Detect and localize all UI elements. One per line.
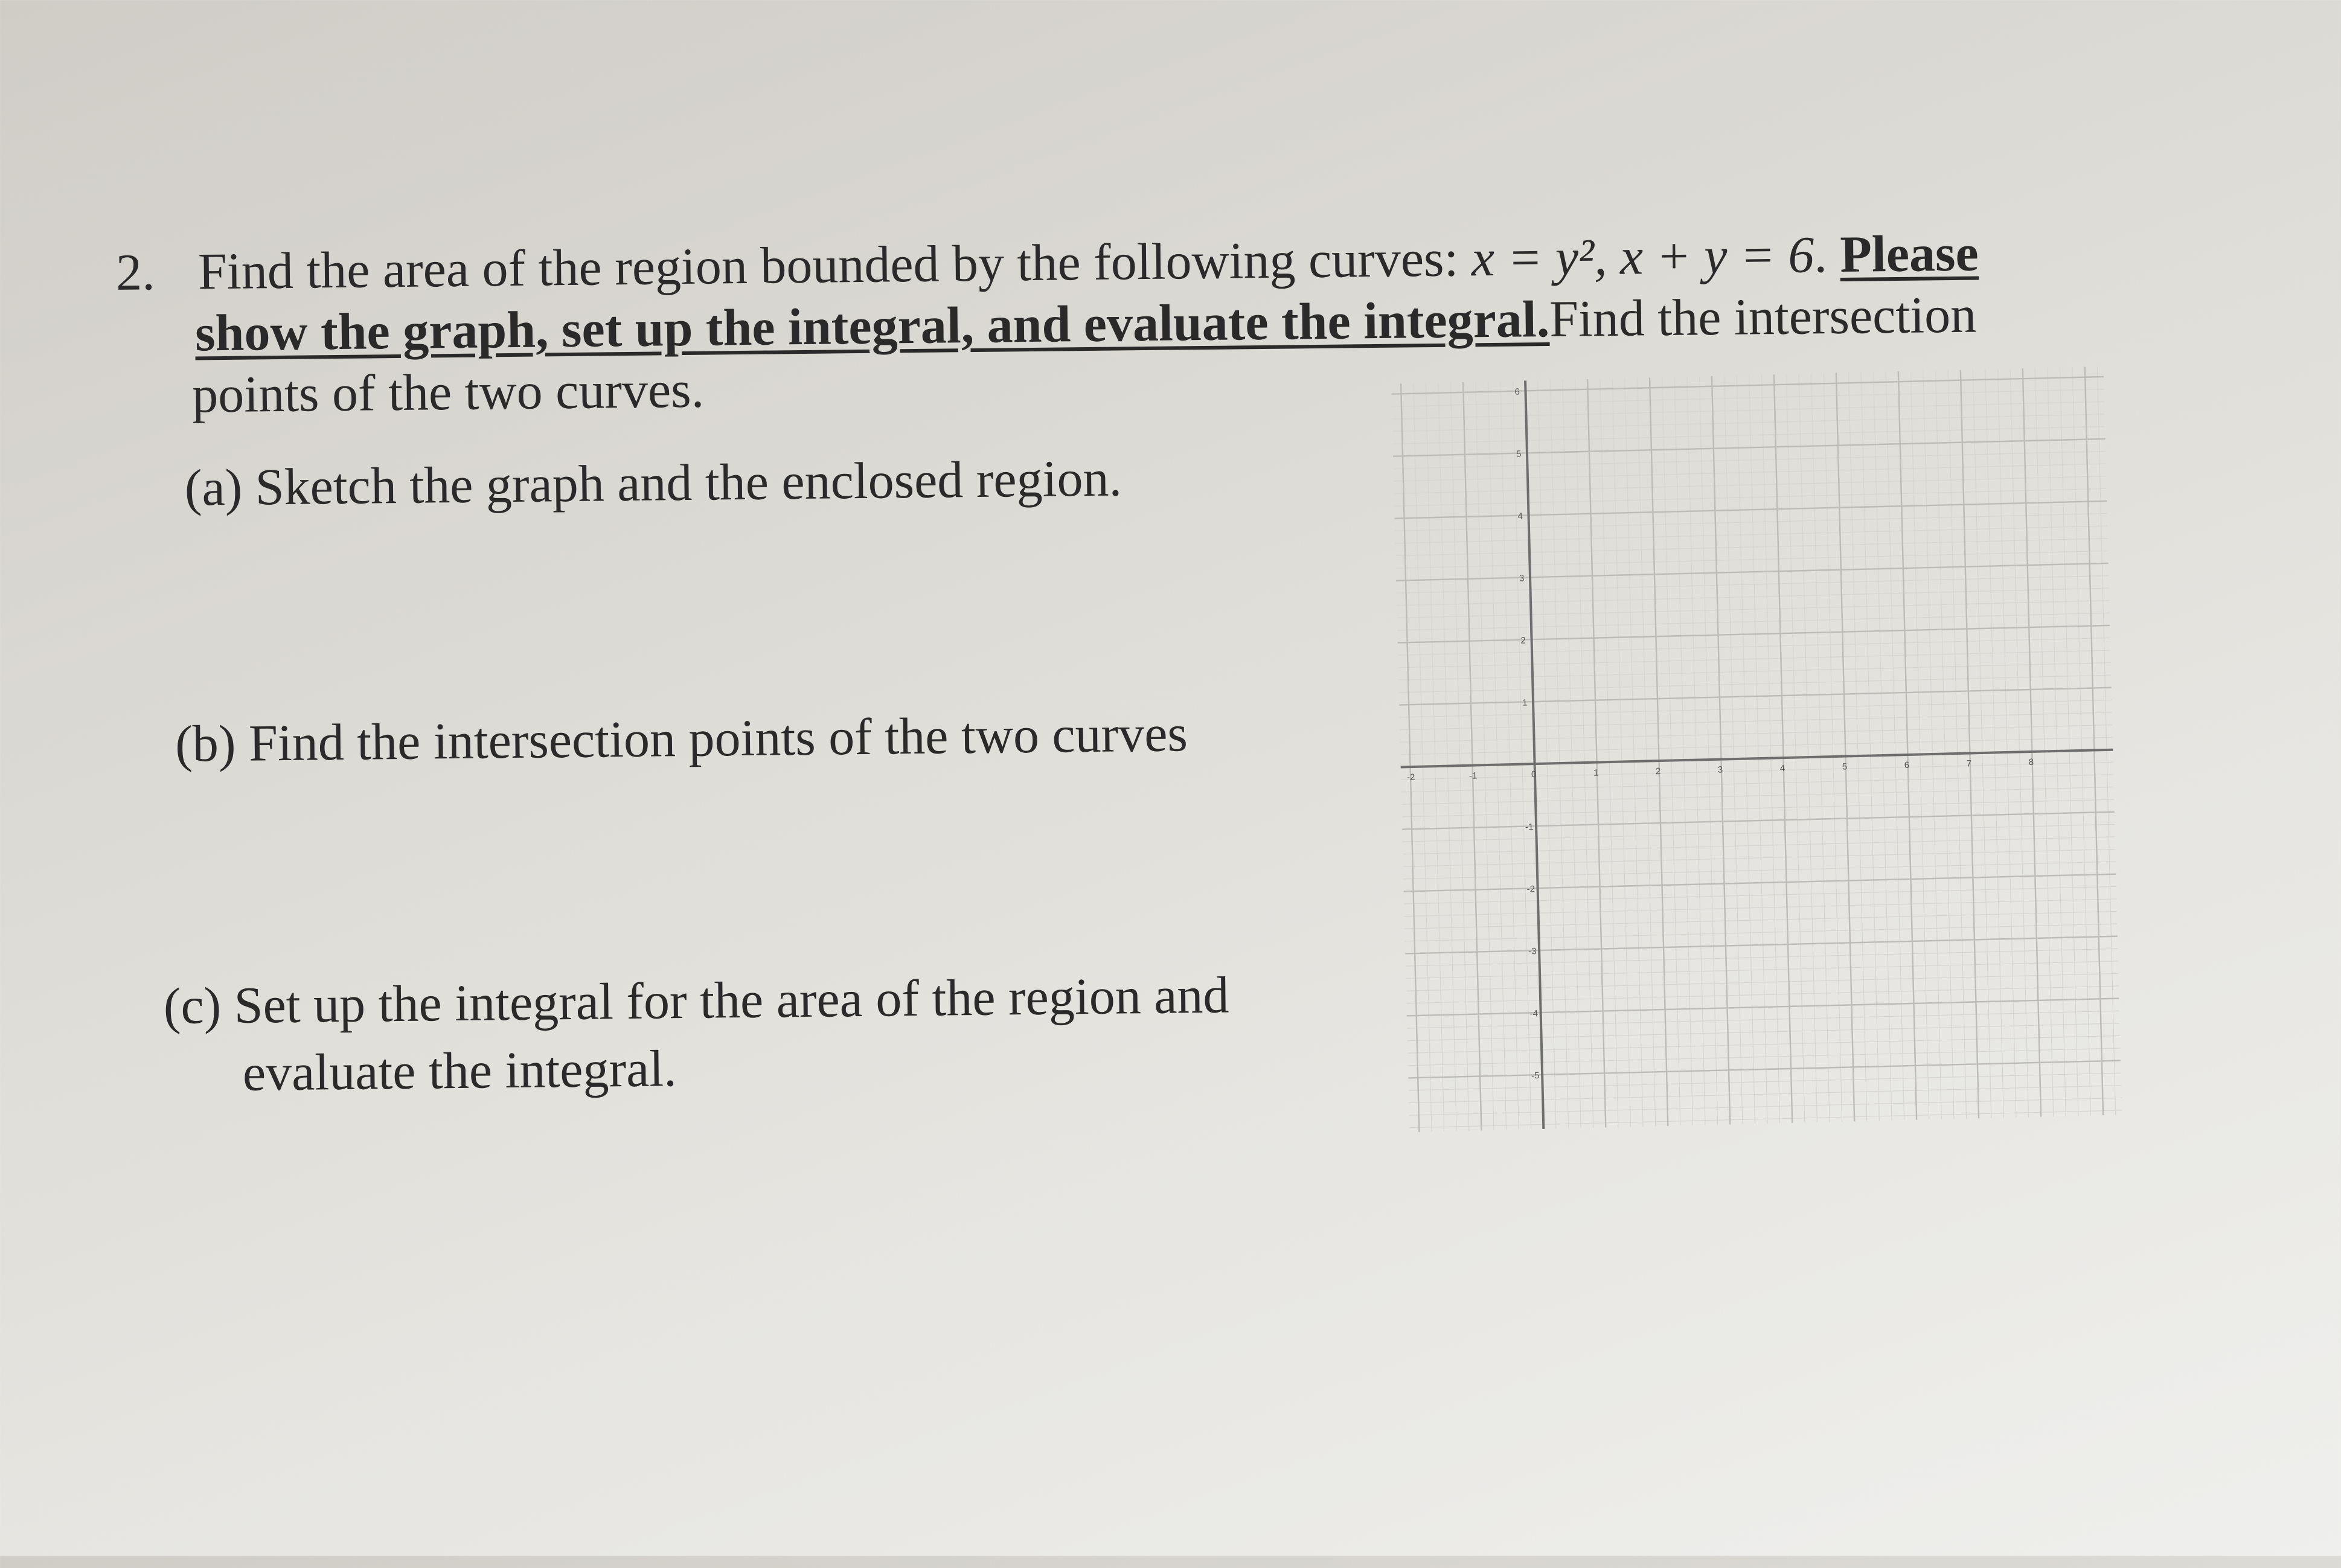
x-tick-label: 2 <box>1655 766 1661 777</box>
x-tick-label: 4 <box>1779 763 1785 774</box>
y-tick-label: -3 <box>1528 946 1537 957</box>
x-tick-label: 5 <box>1842 761 1848 772</box>
y-tick-label: 5 <box>1516 449 1522 459</box>
x-tick-label: 3 <box>1717 764 1723 775</box>
y-tick-label: -5 <box>1531 1070 1540 1081</box>
problem-intro: Find the area of the region bounded by the following curves: <box>197 229 1472 301</box>
y-tick-label: 6 <box>1514 386 1520 397</box>
y-tick-label: 2 <box>1520 635 1526 646</box>
y-tick-label: -2 <box>1526 884 1536 895</box>
y-tick-label: -1 <box>1525 822 1534 833</box>
axes <box>1391 366 2122 1132</box>
instruction-bold-2: show the graph, set up the integral, and evaluate the integral. <box>194 289 1550 362</box>
instruction-bold-1: Please <box>1839 223 1979 283</box>
x-tick-label: 1 <box>1593 767 1599 778</box>
problem-period: . <box>1813 225 1840 284</box>
y-tick-label: -4 <box>1529 1008 1539 1019</box>
x-tick-label: 7 <box>1966 758 1972 769</box>
y-tick-label: 4 <box>1517 511 1523 522</box>
instruction-after: Find the intersection <box>1549 285 1977 348</box>
blank-coordinate-grid <box>1391 366 2122 1132</box>
x-tick-label: 0 <box>1531 769 1537 780</box>
major-gridlines <box>1391 366 2122 1132</box>
part-b: (b) Find the intersection points of the two curves <box>175 704 1188 773</box>
problem-line-3: points of the two curves. <box>191 360 705 424</box>
x-tick-label: 8 <box>2028 757 2034 768</box>
part-c-line-1: (c) Set up the integral for the area of the region and <box>163 965 1229 1035</box>
x-tick-label: 6 <box>1904 760 1910 771</box>
problem-equations: x = y², x + y = 6 <box>1471 225 1814 287</box>
x-tick-label: -1 <box>1468 770 1478 781</box>
problem-line-1 <box>197 223 1979 301</box>
y-tick-label: 1 <box>1522 697 1528 708</box>
x-tick-label: -2 <box>1406 772 1415 783</box>
minor-gridlines <box>1391 366 2122 1132</box>
y-tick-label: 3 <box>1519 573 1525 584</box>
part-a: (a) Sketch the graph and the enclosed region. <box>184 449 1122 517</box>
part-c-line-2: evaluate the integral. <box>242 1039 677 1102</box>
problem-number: 2. <box>115 243 156 301</box>
problem-line-2 <box>194 285 1977 362</box>
